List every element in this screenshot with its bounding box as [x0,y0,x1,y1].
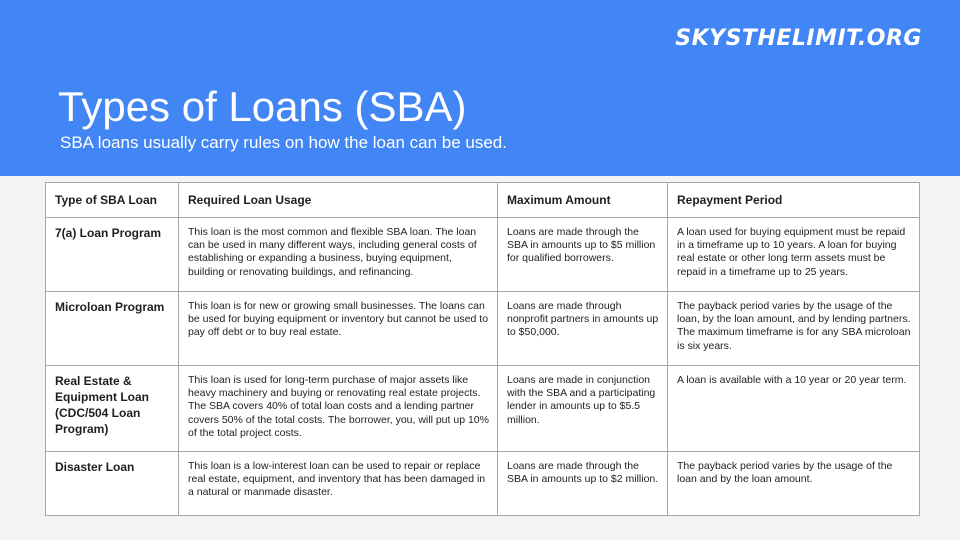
loan-usage-cell: This loan is for new or growing small businesses. The loans can be used for buying equipment or inventory but cannot be used to pay off debt or to buy real estate. [179,292,498,366]
table-row [46,218,920,292]
loan-repayment-cell: A loan is available with a 10 year or 20 year term. [668,366,920,452]
table-row [46,292,920,366]
loan-repayment-cell: The payback period varies by the usage of the loan, by the loan amount, and by lending partners. The maximum timeframe is for any SBA microloan is six years. [668,292,920,366]
column-header-usage: Required Loan Usage [179,183,498,218]
loan-usage-cell: This loan is a low-interest loan can be used to repair or replace real estate, equipment, and inventory that has been damaged in a natural or manmade disaster. [179,452,498,516]
loan-amount-cell: Loans are made through nonprofit partners in amounts up to $50,000. [498,292,668,366]
column-header-type: Type of SBA Loan [46,183,179,218]
column-header-repayment: Repayment Period [668,183,920,218]
loan-type-cell: Real Estate & Equipment Loan (CDC/504 Loan Program) [46,366,179,452]
table-row [46,452,920,516]
page-title: Types of Loans (SBA) [58,83,467,130]
loan-types-table [45,182,920,516]
table-header-row [46,183,920,218]
header-banner [0,0,960,176]
page-subtitle: SBA loans usually carry rules on how the loan can be used. [60,133,507,152]
loan-usage-cell: This loan is the most common and flexible SBA loan. The loan can be used in many different ways, including general costs of establishing or expanding a business, buying equipment, building or renovating buildings, and refinancing. [179,218,498,292]
loan-amount-cell: Loans are made through the SBA in amounts up to $5 million for qualified borrowers. [498,218,668,292]
loan-usage-cell: This loan is used for long-term purchase of major assets like heavy machinery and buying or renovating real estate projects. The SBA covers 40% of total loan costs and a lending partner covers 50% of the total costs. The borrower, you, will put up 10% of the total project costs. [179,366,498,452]
table-row [46,366,920,452]
loan-type-cell: Disaster Loan [46,452,179,516]
loan-type-cell: Microloan Program [46,292,179,366]
loan-amount-cell: Loans are made through the SBA in amounts up to $2 million. [498,452,668,516]
loan-type-cell: 7(a) Loan Program [46,218,179,292]
site-logo: SKYSTHELIMIT.ORG [675,26,922,51]
loan-amount-cell: Loans are made in conjunction with the SBA and a participating lender in amounts up to $5.5 million. [498,366,668,452]
loan-repayment-cell: The payback period varies by the usage of the loan and by the loan amount. [668,452,920,516]
loan-repayment-cell: A loan used for buying equipment must be repaid in a timeframe up to 10 years. A loan for buying real estate or other long term assets must be repaid in a timeframe up to 25 years. [668,218,920,292]
column-header-amount: Maximum Amount [498,183,668,218]
